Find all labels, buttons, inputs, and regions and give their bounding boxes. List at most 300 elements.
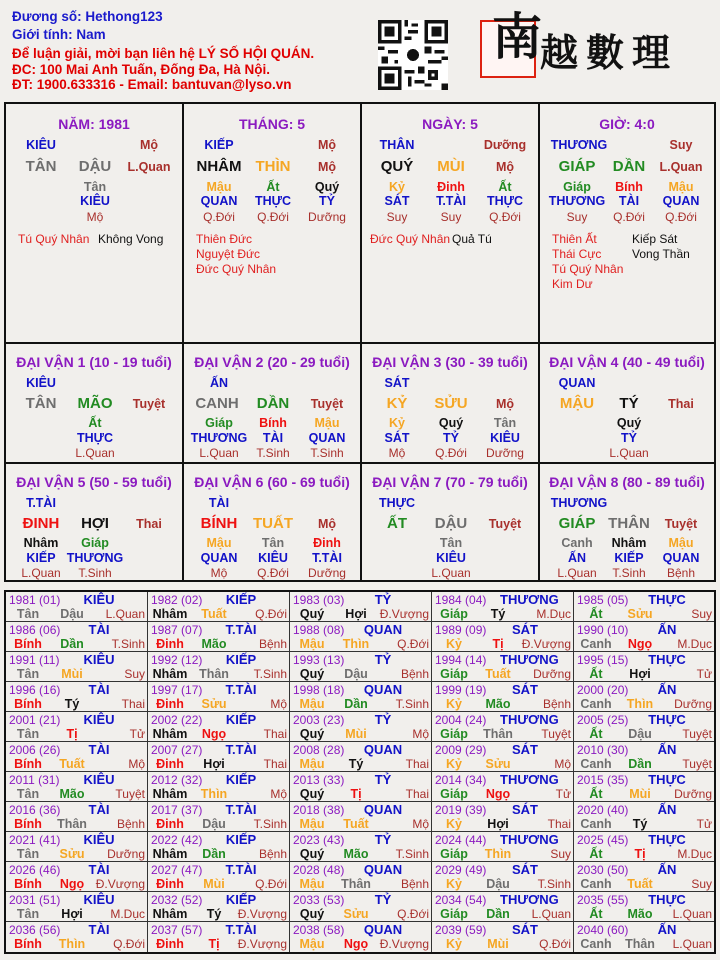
pillar-branch-stage: Mộ [495,160,515,174]
life-stage: L.Quan [672,907,712,921]
year-cell[interactable] [148,892,290,921]
ten-god-label: T.TÀI [225,802,257,817]
dai-van-title: ĐẠI VẬN 6 (60 - 69 tuổi) [194,474,350,490]
hidden-stage: Dưỡng [308,210,346,224]
year-cell[interactable] [432,772,574,801]
ten-god-label: THƯƠNG [500,832,559,847]
life-stage: Dưỡng [674,697,712,711]
life-stage: Đ.Vượng [95,877,145,891]
year-cell[interactable] [574,652,714,681]
hidden-stem: Quý [314,180,340,194]
earthly-branch: Tị [350,787,362,801]
ten-god-label: QUAN [363,802,403,817]
hidden-stage: Bệnh [666,566,696,580]
hidden-stage: Suy [386,210,408,224]
earthly-branch: Mão [485,697,511,711]
ten-god-label: SÁT [512,862,538,877]
hidden-god: QUAN [200,551,238,565]
ten-god-label: SÁT [512,802,538,817]
earthly-branch: Thìn [58,937,86,951]
ten-god-label: ẤN [657,682,677,697]
earthly-branch: Thìn [484,847,512,861]
year-cell[interactable] [432,592,574,621]
star-item: Không Vong [98,232,164,246]
heavenly-stem: Kỷ [446,937,462,951]
life-stage: Mộ [128,757,145,771]
life-stage: Q.Đới [255,607,287,621]
life-stage: Suy [124,667,145,681]
year-cell[interactable] [432,832,574,861]
dai-van-6 [184,464,362,580]
hidden-stem: Bính [259,416,287,430]
life-stage: Bệnh [400,667,429,681]
ten-god-label: TÀI [88,862,110,877]
life-stage: Bệnh [400,877,429,891]
hidden-stage: Q.Đới [257,566,289,580]
heavenly-stem: Mậu [299,697,325,711]
ten-god-label: THỰC [648,592,686,607]
ten-god-label: QUAN [363,682,403,697]
year-label: 2031 (51) [9,893,61,907]
earthly-branch: Dần [486,907,510,921]
life-stage: Thai [547,817,571,831]
hidden-stage: T.Sinh [78,566,112,580]
year-cell[interactable] [6,712,148,741]
hidden-stage: Mộ [388,446,406,460]
life-stage: T.Sinh [537,877,571,891]
heavenly-stem: Tân [16,787,40,801]
year-cell[interactable] [290,772,432,801]
year-cell[interactable] [6,682,148,711]
hidden-god: QUAN [662,194,700,208]
hidden-god: KIẾP [26,551,56,565]
year-cell[interactable] [574,772,714,801]
heavenly-stem: Tân [16,607,40,621]
heavenly-stem: Nhâm [152,787,188,801]
year-cell[interactable] [148,862,290,891]
year-label: 2008 (28) [293,743,345,757]
earthly-branch: Dần [60,637,84,651]
heavenly-stem: Quý [299,787,325,801]
life-stage: T.Sinh [253,667,287,681]
dai-van-stem: CANH [195,395,239,412]
heavenly-stem: Bính [14,877,42,891]
year-cell[interactable] [574,922,714,952]
year-cell[interactable] [6,742,148,771]
hidden-god: TỶ [319,194,335,208]
year-label: 2018 (38) [293,803,345,817]
year-cell[interactable] [290,652,432,681]
ten-god-label: TỶ [374,892,392,907]
contact-line-3: ĐT: 1900.633316 - Email: bantuvan@lyso.vn [12,77,292,92]
dai-van-god: ẤN [209,376,229,390]
life-stage: Đ.Vượng [379,937,429,951]
year-cell[interactable] [290,892,432,921]
year-label: 1995 (15) [577,653,629,667]
year-cell[interactable] [290,622,432,651]
hidden-stem: Quý [438,416,464,430]
dai-van-stem: ĐINH [22,515,60,532]
life-stage: Đ.Vượng [521,637,571,651]
yearly-luck-table [4,590,716,954]
heavenly-stem: Tân [16,667,40,681]
heavenly-stem: Ất [589,667,603,681]
dai-van-branch: SỬU [434,395,468,412]
ten-god-label: TỶ [374,652,392,667]
heavenly-stem: Nhâm [152,607,188,621]
year-cell[interactable] [148,742,290,771]
life-stage: Tử [696,817,712,831]
ten-god-label: KIÊU [83,652,115,667]
year-cell[interactable] [432,802,574,831]
life-stage: Suy [550,847,571,861]
heavenly-stem: Ất [589,787,603,801]
pillar-stem: QUÝ [380,158,414,175]
earthly-branch: Tý [490,607,506,621]
pillar-year [6,104,184,344]
ten-god-label: KIẾP [225,592,257,607]
year-cell[interactable] [574,622,714,651]
star-item: Kim Dư [552,277,593,291]
dai-van-god: THƯƠNG [550,496,608,510]
ten-god-label: T.TÀI [225,622,257,637]
ten-god-label: TỶ [374,772,392,787]
life-stage: Đ.Vượng [379,607,429,621]
life-stage: Mộ [554,757,571,771]
life-stage: Q.Đới [397,907,429,921]
year-cell[interactable] [290,922,432,952]
earthly-branch: Ngọ [343,937,369,951]
dai-van-branch: HỢI [81,515,109,532]
year-cell[interactable] [6,772,148,801]
qr-code-icon[interactable] [378,20,448,90]
table-row [6,622,714,652]
hidden-god: QUAN [200,194,238,208]
life-stage: Đ.Vượng [237,937,287,951]
hidden-stem: Giáp [205,416,233,430]
year-cell[interactable] [148,832,290,861]
year-cell[interactable] [148,712,290,741]
dai-van-branch-stage: Thai [136,517,162,531]
ten-god-label: ẤN [657,802,677,817]
year-cell[interactable] [148,622,290,651]
life-stage: T.Sinh [253,817,287,831]
dai-van-branch-stage: Tuyệt [664,517,698,531]
heavenly-stem: Giáp [440,907,468,921]
dai-van-3 [362,344,540,464]
table-row [6,922,714,952]
year-label: 1998 (18) [293,683,345,697]
earthly-branch: Dần [628,757,652,771]
ten-god-label: T.TÀI [225,922,257,937]
hidden-stem: Mậu [314,416,340,430]
heavenly-stem: Ất [589,847,603,861]
heavenly-stem: Quý [299,907,325,921]
earthly-branch: Dần [202,847,226,861]
hidden-stem: Đinh [437,180,465,194]
ten-god-label: QUAN [363,862,403,877]
life-stage: Thai [405,787,429,801]
ten-god-label: THƯƠNG [500,892,559,907]
earthly-branch: Hợi [629,667,651,681]
year-cell[interactable] [432,922,574,952]
star-item: Tú Quý Nhân [552,262,624,276]
year-label: 2004 (24) [435,713,487,727]
year-cell[interactable] [6,592,148,621]
ten-god-label: T.TÀI [225,862,257,877]
earthly-branch: Thân [199,667,229,681]
ten-god-label: THỰC [648,712,686,727]
year-cell[interactable] [290,832,432,861]
hidden-god: ẤN [567,551,587,565]
hidden-god: TỶ [443,431,459,445]
hidden-stem: Tân [261,536,285,550]
heavenly-stem: Ất [589,907,603,921]
pillar-title: GIỜ: 4:0 [599,116,655,132]
heavenly-stem: Giáp [440,787,468,801]
year-label: 2040 (60) [577,923,629,937]
year-cell[interactable] [432,712,574,741]
year-label: 2039 (59) [435,923,487,937]
year-cell[interactable] [432,892,574,921]
ten-god-label: KIẾP [225,652,257,667]
year-cell[interactable] [6,832,148,861]
life-stage: Tuyệt [682,727,712,741]
year-cell[interactable] [290,592,432,621]
pillar-branch: DẬU [78,158,112,175]
year-label: 2017 (37) [151,803,203,817]
hidden-god: KIÊU [490,431,520,445]
hidden-stage: T.Sinh [256,446,290,460]
year-label: 1985 (05) [577,593,629,607]
hidden-god: THƯƠNG [548,194,606,208]
ten-god-label: THỰC [648,832,686,847]
year-cell[interactable] [432,862,574,891]
hidden-stem: Tân [439,536,463,550]
year-label: 2024 (44) [435,833,487,847]
dai-van-god: KIÊU [26,376,56,390]
ten-god-label: KIÊU [83,772,115,787]
year-cell[interactable] [148,772,290,801]
hidden-stem: Ất [88,416,102,430]
earthly-branch: Sửu [627,607,653,621]
life-stage: Thai [121,697,145,711]
table-row [6,742,714,772]
earthly-branch: Ngọ [59,877,85,891]
pillar-stem: GIÁP [558,158,596,175]
year-label: 1999 (19) [435,683,487,697]
earthly-branch: Mùi [629,787,651,801]
year-cell[interactable] [574,592,714,621]
year-cell[interactable] [6,802,148,831]
ten-god-label: KIẾP [225,832,257,847]
hidden-god: KIÊU [436,551,466,565]
year-label: 1986 (06) [9,623,61,637]
life-stage: Q.Đới [113,937,145,951]
table-row [6,892,714,922]
earthly-branch: Dậu [202,817,226,831]
hidden-stem: Nhâm [23,536,59,550]
earthly-branch: Tị [492,637,504,651]
life-stage: Mộ [412,727,429,741]
life-stage: M.Dục [677,637,712,651]
heavenly-stem: Quý [299,847,325,861]
life-stage: Thai [263,757,287,771]
year-cell[interactable] [290,802,432,831]
heavenly-stem: Đinh [156,817,184,831]
year-cell[interactable] [148,592,290,621]
year-label: 2009 (29) [435,743,487,757]
life-stage: Q.Đới [397,637,429,651]
heavenly-stem: Tân [16,907,40,921]
dai-van-branch: TUẤT [253,515,293,532]
year-cell[interactable] [6,922,148,952]
ten-god-label: TỶ [374,832,392,847]
year-cell[interactable] [148,922,290,952]
year-label: 2014 (34) [435,773,487,787]
heavenly-stem: Kỷ [446,637,462,651]
brand-title: 越數理 [540,30,679,75]
life-stage: Thai [263,727,287,741]
year-label: 2025 (45) [577,833,629,847]
pillar-stage: Suy [669,138,693,152]
year-cell[interactable] [148,652,290,681]
earthly-branch: Thân [483,727,513,741]
dai-van-branch-stage: Tuyệt [132,397,166,411]
life-stage: Dưỡng [533,667,571,681]
ten-god-label: TỶ [374,712,392,727]
year-cell[interactable] [290,862,432,891]
dai-van-4 [540,344,714,464]
pillar-god: THÂN [379,138,415,152]
ten-god-label: KIÊU [83,832,115,847]
year-label: 2020 (40) [577,803,629,817]
life-stage: Bệnh [258,847,287,861]
dai-van-title: ĐẠI VẬN 4 (40 - 49 tuổi) [549,354,705,370]
year-cell[interactable] [290,712,432,741]
ten-god-label: TÀI [88,682,110,697]
year-label: 2012 (32) [151,773,203,787]
earthly-branch: Sửu [59,847,85,861]
year-cell[interactable] [432,682,574,711]
year-cell[interactable] [6,892,148,921]
ten-god-label: THƯƠNG [500,772,559,787]
pillar-god: KIẾP [204,138,234,152]
pillar-stem: TÂN [25,158,57,175]
ten-god-label: ẤN [657,742,677,757]
life-stage: Q.Đới [255,877,287,891]
ten-god-label: KIẾP [225,712,257,727]
ten-god-label: THƯƠNG [500,712,559,727]
hidden-stage: Q.Đới [435,446,467,460]
table-row [6,772,714,802]
year-cell[interactable] [574,682,714,711]
heavenly-stem: Nhâm [152,907,188,921]
earthly-branch: Mão [201,637,227,651]
year-cell[interactable] [6,622,148,651]
dai-van-god: QUAN [558,376,596,390]
year-label: 1992 (12) [151,653,203,667]
ten-god-label: THỰC [648,772,686,787]
dai-van-8 [540,464,714,580]
ten-god-label: SÁT [512,742,538,757]
heavenly-stem: Đinh [156,757,184,771]
year-cell[interactable] [290,742,432,771]
heavenly-stem: Giáp [440,607,468,621]
year-cell[interactable] [574,862,714,891]
year-label: 2002 (22) [151,713,203,727]
earthly-branch: Tuất [201,607,227,621]
year-cell[interactable] [432,652,574,681]
earthly-branch: Tị [208,937,220,951]
dai-van-god: THỰC [378,496,416,510]
year-cell[interactable] [432,622,574,651]
heavenly-stem: Tân [16,727,40,741]
table-row [6,832,714,862]
heavenly-stem: Kỷ [446,877,462,891]
earthly-branch: Dậu [486,877,510,891]
heavenly-stem: Giáp [440,727,468,741]
year-label: 1988 (08) [293,623,345,637]
year-cell[interactable] [148,682,290,711]
ten-god-label: SÁT [512,682,538,697]
year-cell[interactable] [574,712,714,741]
life-stage: Tuyệt [541,727,571,741]
year-cell[interactable] [6,652,148,681]
year-cell[interactable] [6,862,148,891]
heavenly-stem: Quý [299,667,325,681]
heavenly-stem: Canh [580,937,612,951]
ten-god-label: T.TÀI [225,682,257,697]
earthly-branch: Mùi [345,727,367,741]
year-label: 1987 (07) [151,623,203,637]
hidden-stem: Kỷ [389,416,405,430]
dai-van-branch-stage: Tuyệt [488,517,522,531]
dai-van-2 [184,344,362,464]
ten-god-label: SÁT [512,622,538,637]
chart-grid [4,102,716,582]
year-cell[interactable] [290,682,432,711]
life-stage: Bệnh [116,817,145,831]
year-label: 2023 (43) [293,833,345,847]
heavenly-stem: Canh [580,817,612,831]
year-cell[interactable] [432,742,574,771]
hidden-stem: Mậu [668,180,694,194]
heavenly-stem: Quý [299,607,325,621]
life-stage: M.Dục [677,847,712,861]
hidden-stem: Tân [493,416,517,430]
dai-van-stem: MẬU [559,395,595,412]
hidden-god: SÁT [384,194,410,208]
table-row [6,592,714,622]
year-label: 2028 (48) [293,863,345,877]
hidden-god: TÀI [618,194,640,208]
hidden-stage: Suy [440,210,462,224]
year-cell[interactable] [148,802,290,831]
year-cell[interactable] [574,892,714,921]
hidden-god: T.TÀI [436,194,466,208]
duong-so-label: Đương số: Hethong123 [12,9,163,24]
year-cell[interactable] [574,802,714,831]
year-label: 1993 (13) [293,653,345,667]
ten-god-label: KIÊU [83,712,115,727]
year-label: 2013 (33) [293,773,345,787]
ten-god-label: ẤN [657,862,677,877]
life-stage: Đ.Vượng [237,907,287,921]
year-cell[interactable] [574,832,714,861]
year-cell[interactable] [574,742,714,771]
pillar-month [184,104,362,344]
